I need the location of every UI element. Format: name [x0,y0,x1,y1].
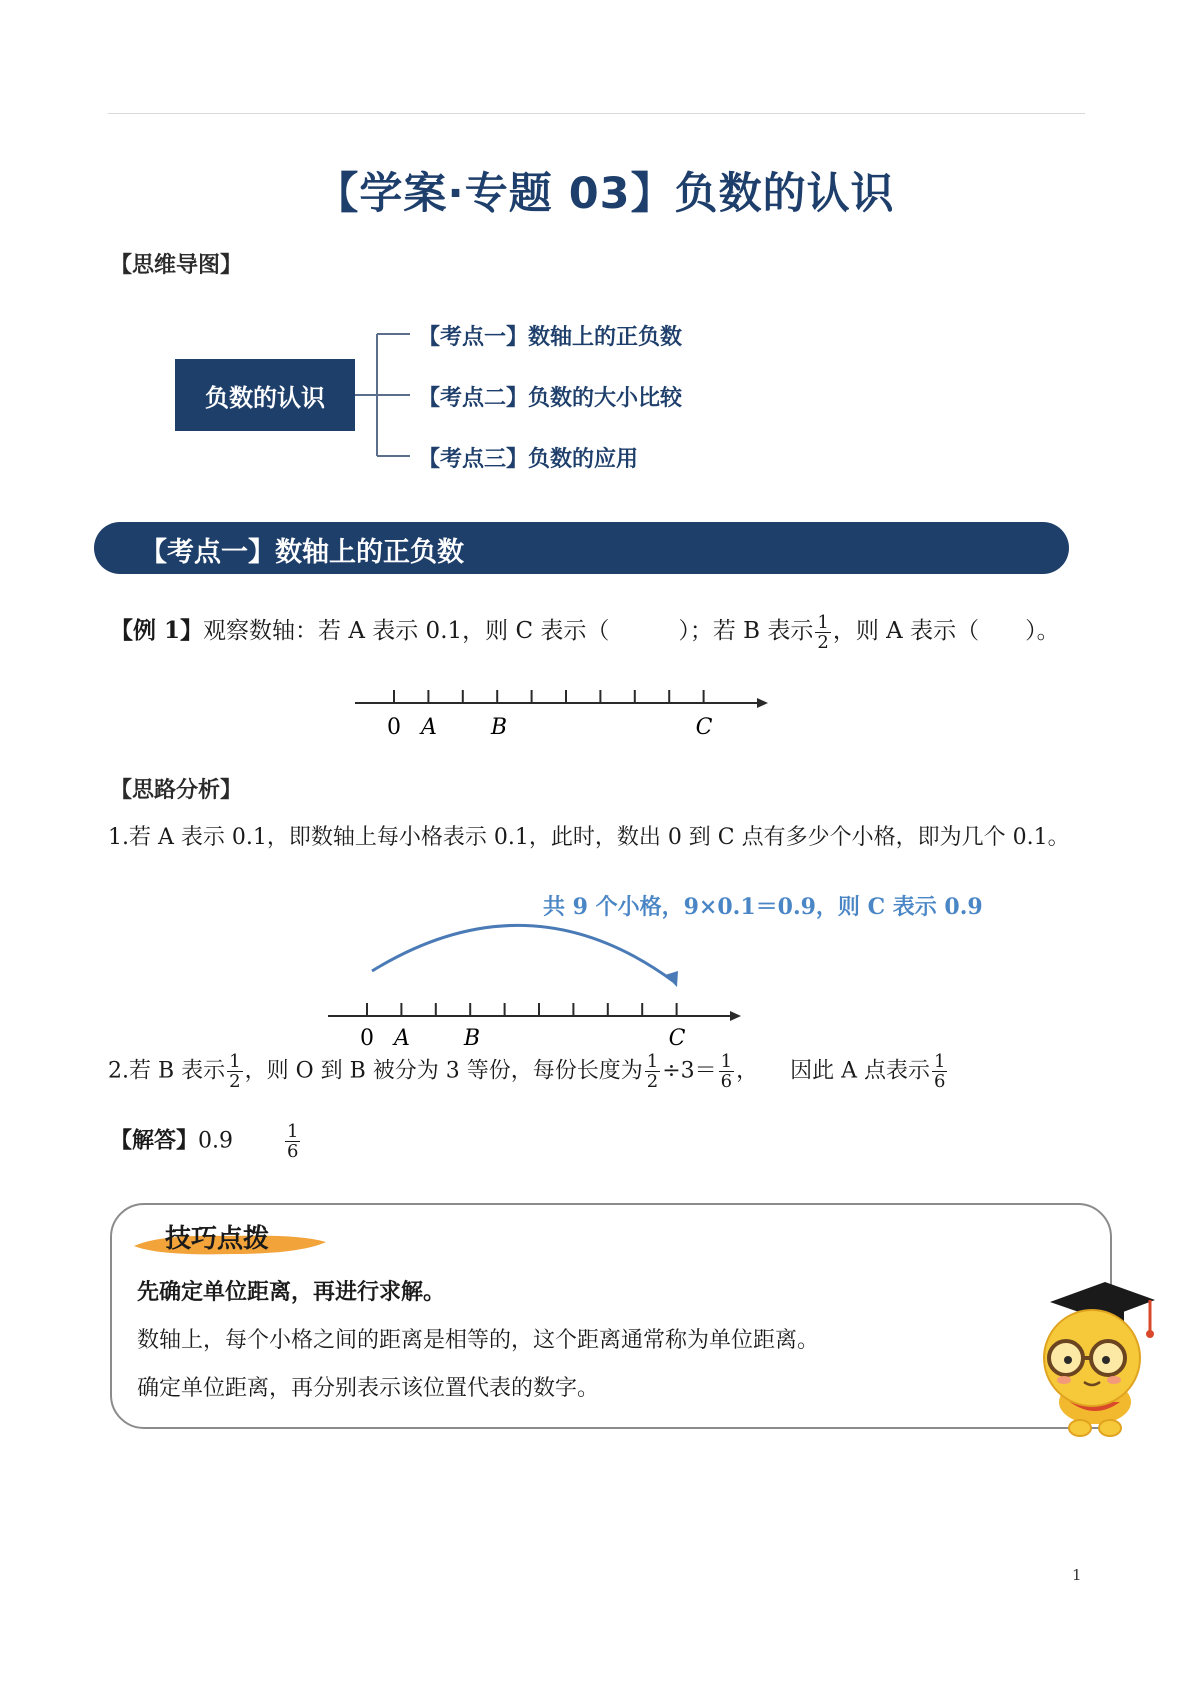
fraction-den: 6 [720,1071,733,1092]
answer-label: 【解答】 [110,1128,199,1154]
analysis-2-text-4: ， [736,1058,759,1084]
number-line-1-arrow [757,698,768,708]
mind-map-item-2: 【考点二】负数的大小比较 [418,386,683,411]
tip-bold-line: 先确定单位距离，再进行求解。 [137,1279,446,1305]
fraction-num: 1 [287,1121,299,1142]
section-banner-title: 【考点一】数轴上的正负数 [140,537,464,568]
number-line-2-label-0: 0 [360,1026,374,1051]
analysis-fraction-half-1 [227,1052,242,1091]
tip-line-1: 数轴上，每个小格之间的距离是相等的，这个距离通常称为单位距离。 [137,1328,820,1353]
analysis-2-text-3: ÷3＝ [662,1058,717,1084]
number-line-1-ticks [394,690,704,703]
number-line-2 [328,915,748,1051]
tip-title: 技巧点拨 [165,1224,270,1254]
number-line-2-ticks [367,1003,677,1016]
analysis-label: 【思路分析】 [110,778,243,803]
number-line-1-label-0: 0 [387,715,401,740]
example-label: 【例 1】 [110,617,204,644]
mind-map-root [175,359,355,431]
count-arc-arrowhead [665,971,678,987]
analysis-2-text-1: 2.若 B 表示 [108,1058,226,1084]
arc-note: 共 9 个小格，9×0.1＝0.9，则 C 表示 0.9 [543,894,983,920]
analysis-line-1: 1.若 A 表示 0.1，即数轴上每小格表示 0.1，此时，数出 0 到 C 点有多少个小格，即为几个 0.1。 [108,825,1070,850]
mind-map-item-1: 【考点一】数轴上的正负数 [418,325,683,350]
fraction-num: 1 [720,1051,733,1072]
example-fraction-den: 2 [817,631,829,653]
fraction-num: 1 [229,1051,241,1072]
number-line-2-label-b: B [463,1026,481,1051]
fraction-den: 2 [229,1071,241,1092]
number-line-1-label-b: B [490,715,508,740]
header-rule [108,113,1085,114]
fraction-den: 6 [287,1141,299,1162]
answer-fraction [285,1122,300,1161]
analysis-line-2 [108,1052,949,1091]
example-1 [110,612,1060,652]
analysis-2-text-5: 因此 A 点表示 [790,1058,931,1084]
tip-line-2: 确定单位距离，再分别表示该位置代表的数字。 [137,1376,600,1401]
answer-value-1: 0.9 [198,1128,234,1154]
page-number: 1 [1072,1566,1082,1584]
number-line-2-label-c: C [668,1026,686,1051]
mind-map-root-text: 负数的认识 [205,383,325,412]
number-line-1 [355,680,775,740]
mind-map-item-3: 【考点三】负数的应用 [418,447,639,472]
fraction-den: 2 [646,1071,659,1092]
page-title: 【学案·专题 03】负数的认识 [315,169,895,219]
mind-map-connectors [355,320,415,470]
number-line-2-label-a: A [394,1026,410,1051]
analysis-fraction-sixth-2 [932,1052,947,1091]
analysis-2-text-2: ，则 O 到 B 被分为 3 等份，每份长度为 [244,1058,643,1084]
number-line-1-label-a: A [421,715,437,740]
analysis-fraction-half-2 [645,1052,660,1091]
answer [110,1122,302,1161]
example-text-2: ，则 A 表示（ ）。 [832,618,1060,644]
example-fraction [815,613,830,652]
number-line-2-arrow [730,1011,741,1021]
fraction-num: 1 [934,1051,946,1072]
analysis-fraction-sixth-1 [719,1052,734,1091]
fraction-num: 1 [646,1051,659,1072]
example-text-1: 观察数轴：若 A 表示 0.1，则 C 表示（ ）；若 B 表示 [203,618,814,644]
fraction-den: 6 [934,1071,946,1092]
mascot-illustration [1010,1270,1160,1440]
number-line-1-label-c: C [695,715,713,740]
mind-map-label: 【思维导图】 [110,253,243,278]
example-fraction-num: 1 [817,611,829,633]
count-arc [372,925,673,981]
